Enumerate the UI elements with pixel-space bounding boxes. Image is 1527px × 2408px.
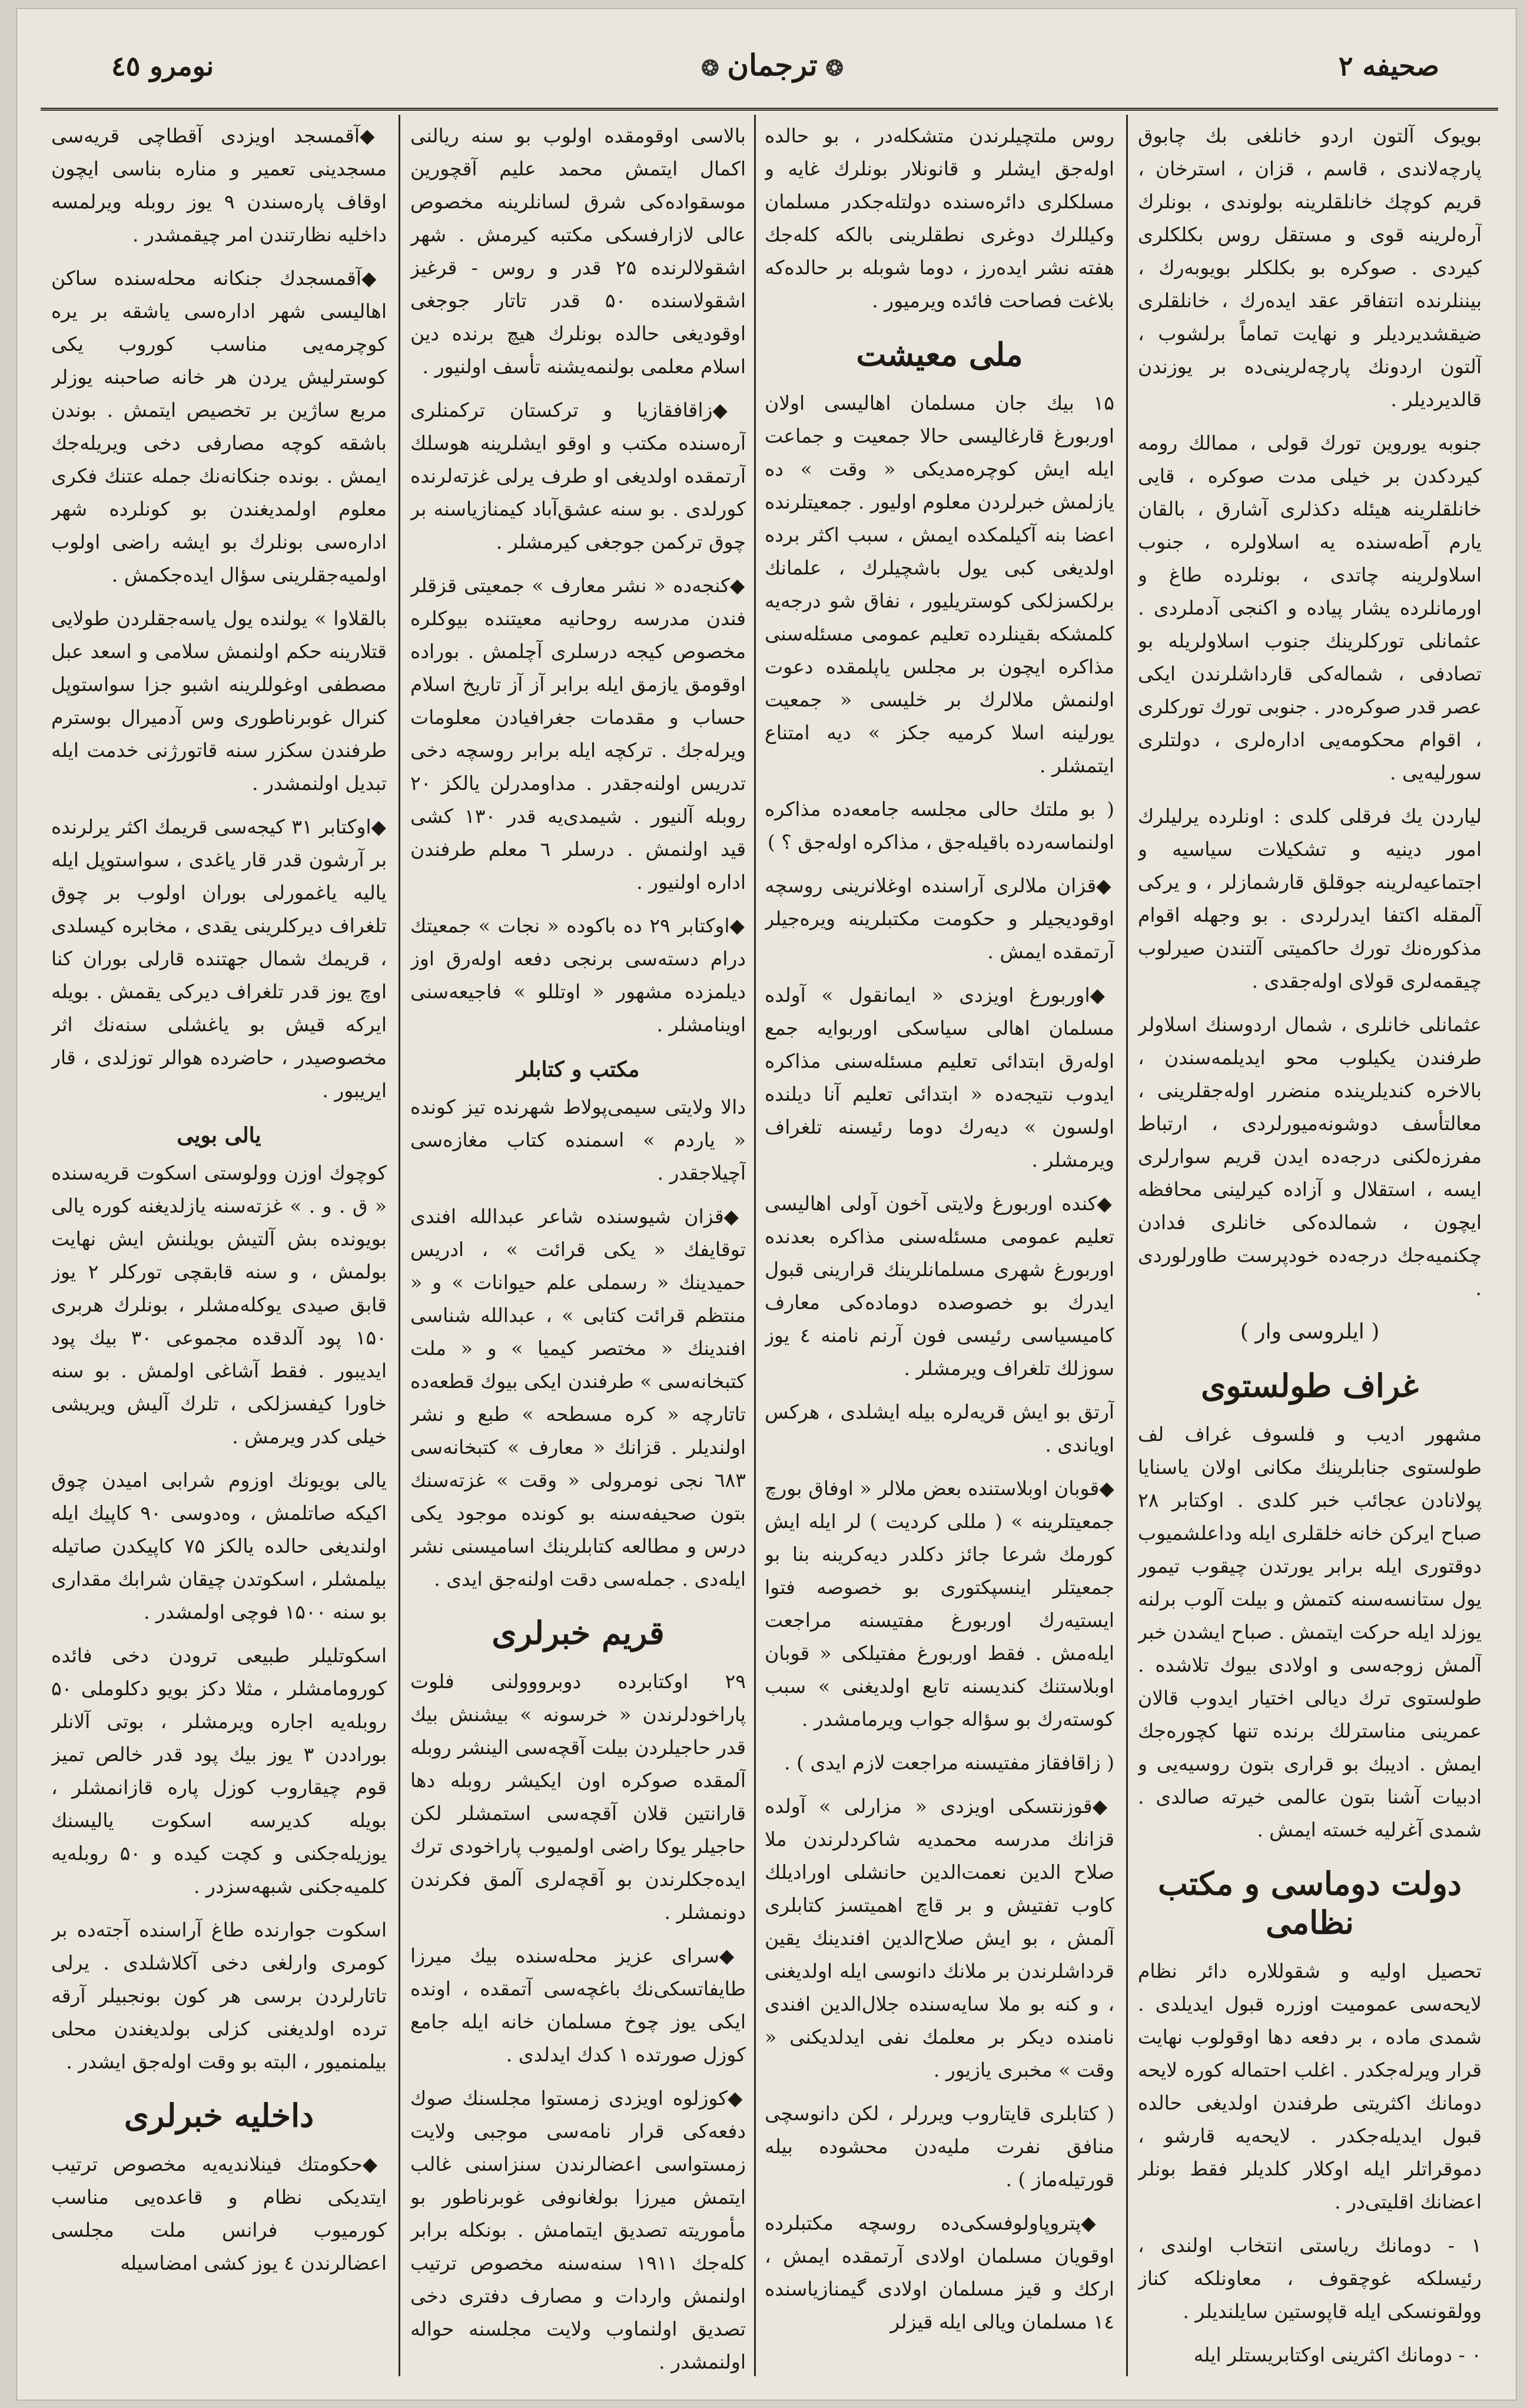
issue-number-label: نومرو ٤٥ [111,50,214,82]
article-paragraph: ۲۹ اوکتابرده دوبرووولنی فلوت پاراخودلرندن « خرسونه » بیشنش بیك قدر حاجیلردن بیلت آقچه‌سی الینشر روبله آلمقده صوکره اون ایکیشر روبله دها قارانتین قلان آقچەسی استمشلر لکن حاجیلر یوکا راضی اولمیوب پاراخودی ترك ایدەجکلرندن بو آقچەلری آلمق فکرندن دونمشلر . [410,1670,746,1924]
news-item: ◆ قوبان اوبلاستنده بعض ملالر « اوفاق بورچ جمعیتلرینه » ( مللی کردیت ) لر ایله ایش کورمك شرعا جائز دکلدر دیه‌کرینه بنا بو جمعیتلر اینسپکتوری بو خصوصه فتوا ایستیەرك اوربورغ مفتیسنه مراجعت ایلەمش . فقط اوربورغ مفتیلکی « قوبان اوبلاستنك کندیسنه تابع اولدیغنی » سبب کوستەرك بو سؤاله جواب ویرمامشدر . [765,1472,1114,1736]
column-2 [765,119,1114,2376]
news-item: ◆ حکومتك فینلاندیه‌یه مخصوص ترتیب ایتدیکی نظام و قاعده‌یی مناسب کورمیوب فرانس ملت مجلسی اعضالرندن ٤ یوز کشی امضاسیله [51,2148,387,2280]
subsection-heading-yali: یالی بویی [177,1123,261,1148]
article-paragraph: بالاسی اوقومقده اولوب بو سنه ریالنی اکمال ایتمش محمد علیم آقچورین موسقواده‌کی شرق لسانلرینه مخصوص عالی لازارفسکی مکتبه کیرمش . شهر اشقولالرنده ۲۵ قدر و روس - قرغیز اشقولاسنده ۵۰ قدر تاتار جوجغی اوقودیغی حالده بونلرك هیچ برنده دین اسلام معلمی بولنمەیشنه تأسف اولنیور . [410,124,746,378]
section-heading-crimea: قریم خبرلری [492,1614,665,1652]
news-item: ◆ اوربورغ اویزدی « ایمانقول » آولده مسلمان اهالی سیاسکی اوربوایه جمع اولەرق ابتدائی تعلیم مسئله‌سنی مذاکره ایدوب نتیجه‌ده « ابتدائی تعلیم آنا دیلنده اولسون » دیه‌رك دوما رئیسنه تلغراف ویرمشلر . [765,979,1114,1177]
article-paragraph: بالقلاوا » یولنده یول یاسه‌جقلردن طولایی قتلارینه حکم اولنمش سلامی و اسعد عبل مصطفی اوغوللرینه اشبو جزا سواستوپل کنرال غوبرناطوری وس آدمیرال بوسترم طرفندن سکزر سنه قاتورژنی خدمت ایله تبدیل اولنمشدر . [51,607,387,795]
article-paragraph: اسکوتلیلر طبیعی ترودن دخی فائده کورومامشلر ، مثلا دکز بویو دکلوملی ۵۰ روبله‌یه اجاره ویرمشلر ، بوتی آلانلر بوراددن ۳ یوز بیك پود قدر خالص تمیز قوم چیقاروب کوزل پاره قازانمشلر ، بویله کدیرسه اسکوت یالیسنك یوزیلەجکنی و کچت کیده و ۵۰ روبله‌یه کلمیەجکنی شبهەسزدر . [51,1644,387,1898]
article-paragraph: ۰ - دومانك اکثرینی اوکتابریستلر ایله [1193,2343,1482,2366]
article-paragraph: بویوک آلتون اردو خانلغی بك چابوق پارچەلاندی ، قاسم ، قزان ، استرخان ، قریم کوچك خانلقلرینه بولوندی ، بونلرك آرەلرینه قوی و مستقل روس بکلکلری کیردی . صوکره بو بکلکلر بویوبەرك ، بیننلرنده انتفاقر عقد ایدەرك ، خانلقلری ضیقشدیردیلر و نهایت تماماً برلشوب ، آلتون اردونك پارچەلرینی‌ده بر یوزندن قالدیردیلر . [1138,124,1482,411]
continued-note: ( ایلروسی وار ) [1240,1320,1380,1344]
article-paragraph: ۱ - دومانك ریاستی انتخاب اولندی ، رئیسلکه غوچقوف ، معاونلکه کناز وولقونسکی ایله قاپوستین سایلندیلر . [1138,2234,1482,2323]
masthead-title [693,48,852,82]
article-paragraph: دالا ولایتی سیمی‌پولاط شهرنده تیز کونده « یاردم » اسمنده کتاب مغازه‌سی آچیلاجقدر . [410,1095,746,1184]
page-number-label: صحیفه ۲ [1338,50,1439,82]
news-item: ◆ آقمسجد اویزدی آقطاچی قریەسی مسجدینی تعمیر و مناره بناسی ایچون اوقاف پارەسندن ۹ یوز روبله ویرلمسه داخلیه نظارتندن امر چیقمشدر . [51,119,387,251]
column-divider [754,115,756,2376]
article-paragraph: کوچوك اوزن وولوستی اسکوت قریەسنده « ق . و . » غزته‌سنه یازلدیغنه کوره یالی بویونده بش آلتیش بویلنش ایش نهایت بولمش ، و سنه قابقچی تورکلر ۲ یوز قابق صیدی یوکلەمشلر ، بونلرك هربری ۱۵۰ پود آلدقده مجموعی ۳۰ بیك پود ایدیبور . فقط آشاغی اولمش . بو سنه خاورا کیفسزلکی ، تلرك آلیش ویریشی خیلی کدر ویرمش . [51,1161,387,1448]
news-item: ◆ زاقافقازیا و ترکستان ترکمنلری آرەسنده مکتب و اوقو ایشلرینه هوسلك آرتمقده اولدیغی او طرف یرلی غزته‌لرنده کورلدی . بو سنه عشق‌آباد کیمنازیاسنه بر چوق ترکمن جوجغی کیرمشلر . [410,394,746,559]
column-4 [51,119,387,2376]
masthead-name: ترجمان [727,48,818,82]
news-item: ◆ کنده اوربورغ ولایتی آخون آولی اهالیسی تعلیم عمومی مسئله‌سنی مذاکره بعدنده اوربورغ شهری مسلمانلرینك قرارینی قبول ایدرك بو خصوصده دوماده‌کی معارف کامیسیاسی رئیسی فون آرنم نامنه ٤ یوز سوزلك تلغراف ویرمشلر . [765,1187,1114,1385]
page-header [52,39,1492,104]
article-paragraph: عثمانلی خانلری ، شمال اردوسنك اسلاولر طرفندن یکیلوب محو ایدیلمەسندن ، بالاخره کندیلرینده منضرر اوله‌جقلرینی ، معالتأسف دوشونه‌میورلردی ، ارتباط مفرزەلکنی درجەده ایدن قریم سوارلری ایسه ، استقلال و آزاده کیرلینی محافظه ایچون ، شمالده‌کی خانلری فدادن چکنمیه‌جك درجەده خودپرست طاورلوردی . [1138,1013,1482,1300]
column-1 [1138,119,1482,2376]
article-paragraph: ( کتابلری قایتاروب ویررلر ، لکن دانوسچی منافق نفرت ملیەدن محشوده بیله قورتیلەماز ) . [765,2102,1114,2191]
news-item: ◆ پتروپاولوفسکی‌ده روسچه مکتبلرده اوقویان مسلمان اولادی آرتمقده ایمش ، ارکك و قیز مسلمان اولادی گیمنازیاسنده ۱٤ مسلمان ویالی ایله قیزلر [765,2207,1114,2339]
article-paragraph: لیاردن یك فرقلی کلدی : اونلرده یرلیلرك امور دینیه و تشکیلات سیاسیه و اجتماعیه‌لرینه جوقلق قارشمازلر ، و یرکی آلمقله اکتفا ایدرلردی . بو وجهله اقوام مذکورەنك تورك حاکمیتی آلتندن صیرلوب چیقمەلری قولای اوله‌جقدی . [1138,805,1482,992]
news-item: ◆ کوزلوه اویزدی زمستوا مجلسنك صوك دفعه‌کی قرار نامەسی موجبی ولایت زمستواسی اعضالرندن سنزاسنی غالب ایتمش میرزا بولغانوفی غوبرناطور بو مأموریته تصدیق ایتمامش . بونکله برابر کله‌جك ۱۹۱۱ سنه‌سنه مخصوص ترتیب اولنمش واردات و مصارف دفتری دخی تصدیق اولنماوب ولایت مجلسنه حواله اولنمشدر . [410,2082,746,2376]
news-item: ◆ کنجه‌ده « نشر معارف » جمعیتی قزقلر فندن مدرسه روحانیه معیتنده بیوکلره مخصوص کیجه درسلری آچلمش . بوراده اوقومق یازمق ایله برابر آز آز تاریخ اسلام حساب و مقدمات جغرافیادن معلومات ویرلەجك . ترکچه ایله برابر روسچه دخی تدریس اولنەجقدر . مداومدرلن یالکز ۲۰ روبله آلنیور . شیمدی‌یه قدر ۱۳۰ کشی قید اولنمش . درسلر ٦ معلم طرفندن اداره اولنیور . [410,569,746,899]
ornament-icon: ❂ [701,56,719,81]
article-paragraph: ۱۵ بیك جان مسلمان اهالیسی اولان اوربورغ قارغالیسی حالا جمعیت و جماعت ایله ایش کوچرەمدیکی « وقت » ده یازلمش خبرلردن معلوم اولیور . جمعیتلرنده اعضا بنه آکیلمکده ایمش ، سبب اکثر برده اولدیغی کبی یول باشچیلرك ، علمانك برلکسزلکی کوستریلیور ، نفاق شو درجەیه کلمشکه بقینلرده تعلیم عمومی مسئله‌سنی مذاکره ایچون بر مجلس یاپلمقده دعوت اولنمش ملالرك بر خلیسی « جمعیت یورلینه اسلا کرمیه جکز » دیه امتناع ایتمشلر . [765,391,1114,777]
news-item: ◆ قزان ملالری آراسنده اوغلانرینی روسچه اوقودیجیلر و حکومت مکتبلرینه ویرەجیلر آرتمقده ایمش . [765,869,1114,968]
article-paragraph: مشهور ادیب و فلسوف غراف لف طولستوی جنابلرینك مکانی اولان یاسنایا پولانادن عجائب خبر کلدی . اوکتابر ۲۸ صباح ایرکن خانه خلقلری ایله وداعلشمیوب دوقتوری ایله برابر یورتدن چیقوب تیمور یول ستانسەسنه کتمش و بیلت آلوب برلنه یوزلد ایله حرکت ایتمش . صباح ایشدن خبر آلمش زوجەسی و اولادی بیوك تلاشده . طولستوی ترك دیالی اختیار ایدوب قالان عمرینی مناسترلك برنده تنها کچورەجك ایمش . ادیبك بو قراری بتون روسیه‌یی و ادبیات آشنا بتون عالمی خیرته صالدی . شمدی آغرلیه خسته ایمش . [1138,1423,1482,1841]
article-paragraph: تحصیل اولیه و شقوللاره دائر نظام لایحه‌سی عمومیت اوزره قبول ایدیلدی . شمدی ماده ، بر دفعه دها اوقولوب نهایت قرار ویرلەجکدر . اغلب احتماله کوره لایحه دومانك اکثریتی طرفندن اولدیغی حالده قبول ایدیلەجکدر . لایحه‌یه قارشو ، دموقراتلر ایله اوکلار کلدیلر فقط بونلر اعضانك اقلیتی‌در . [1138,1959,1482,2213]
article-paragraph: آرتق بو ایش قریه‌لره بیله ایشلدی ، هرکس اویاندی . [765,1400,1114,1456]
ornament-icon: ❂ [825,56,844,81]
article-paragraph: ( بو ملتك حالی مجلسه جامعه‌ده مذاکره اولنماسەرده باقیله‌جق ، مذاکره اوله‌جق ؟ ) [765,798,1114,853]
news-item: ◆ اوکتابر ۳۱ کیجه‌سی قریمك اکثر یرلرنده بر آرشون قدر قار یاغدی ، سواستوپل ایله یالیه یاغمورلی بوران اولوب بر چوق تلغراف دیرکلرینی یقدی ، مخابره کیسلدی ، قریمك شمال جهتنده قارلی بوران کنا اوچ یوز قدر تلغراف دیرکی یقمش . بویله ایرکه قیش بو یاغشلی سنه‌نك اثر مخصوصیدر ، حاضرده هوالر توزلدی ، قار ایریبور . [51,811,387,1107]
article-paragraph: یالی بویونك اوزوم شرابی امیدن چوق اکیکه صاتلمش ، وەدوسی ۹۰ کاپیك ایله اولندیغی حالده یالکز ۷۵ کاپیکدن صاتیله بیلمشلر ، اسکوتدن چیقان شرابك مقداری بو سنه ۱۵۰۰ فوچی اولمشدر . [51,1469,387,1623]
column-divider [399,115,400,2376]
newspaper-page [16,8,1516,2400]
section-heading-tolstoy: غراف طولستوی [1201,1367,1419,1404]
article-paragraph: ( زاقافقاز مفتیسنه مراجعت لازم ایدی ) . [784,1751,1114,1774]
section-heading-dakhili: داخلیه خبرلری [124,2097,314,2134]
column-3 [410,119,746,2376]
header-rule [41,108,1498,111]
news-item: ◆ آقمسجدك جنکانه محله‌سنده ساکن اهالیسی شهر ادارەسی یاشقه بر یره کوچرمەیی مناسب کوروب یکی کوسترلیش یردن هر خانه صاحبنه یوزلر مربع ساژین بر تخصیص ایتمش . بوندن باشقه کوچه مصارفی دخی ویریله‌جك ایمش . بونده جنکانه‌نك جمله عتنك فکری معلوم اولمدیغندن بو کونلرده شهر ادارەسی بونلرك بو ایشه راضی اولوب اولمیه‌جقلرینی سؤال ایده‌جکمش . [51,262,387,592]
news-item: ◆ قزان شیوسنده شاعر عبدالله افندی توقایفك « یکی قرائت » ، ادریس حمیدینك « رسملی علم حیوانات » و « منتظم قرائت کتابی » ، عبدالله شناسی افندینك « مختصر کیمیا » و « ملت کتبخانه‌سی » طرفندن ایکی بیوك قطعه‌ده تاتارچه « کره مسطحه » طبع و نشر اولندیلر . قزانك « معارف » کتبخانه‌سی ٦٨٣ نجی نومرولی « وقت » غزته‌سنك بتون صحیفه‌سنه بو کونده موجود یکی درس و مطالعه کتابلرینك اسامیسنی نشر ایلەدی . جمله‌سی دقت اولنەجق ایدی . [410,1200,746,1596]
section-heading-milli: ملی معیشت [856,336,1023,373]
news-item: ◆ اوکتابر ۲۹ ده باکوده « نجات » جمعیتك درام دسته‌سی برنجی دفعه اولەرق اوز دیلمزده مشهور « اوتللو » فاجیعه‌سنی اوینامشلر . [410,909,746,1041]
article-paragraph: جنوبه یوروین تورك قولی ، ممالك رومه کیردکدن بر خیلی مدت صوکره ، قایی خانلقلرینه هیئله دکذلری آشارق ، بالقان یارم آطەسنده یه اسلاولره ، جنوب اسلاولرینه چاتدی ، بونلرده طاغ و اورمانلرده یشار پیاده و اکنجی آدملردی . عثمانلی تورکلرینك جنوب اسلاولریله بو تصادفی ، شماله‌کی قارداشلرندن ایکی عصر قدر صوکره‌در . جنوبی تورك تورکلری ، اقوام محکومه‌یی ادارەلری ، دولتلری سورلیه‌یی . [1138,431,1482,784]
section-heading-duma: دولت دوماسی و مکتب نظامی [1158,1865,1462,1941]
subsection-heading-school: مکتب و کتابلر [516,1057,640,1082]
column-divider [1126,115,1128,2376]
article-paragraph: روس ملتچیلرندن متشکلەدر ، بو حالده اوله‌جق ایشلر و قانونلار بونلرك غایه و مسلکلری دائرەسنده دولتله‌جکدر مسلمان وکیللرك دوغری نطقلرینی بالکه کله‌جك هفته نشر ایدەرز ، دوما شوبله بر حالده‌که بلاغت فصاحت فائده ویرمیور . [765,124,1114,312]
article-paragraph: اسکوت جوارنده طاغ آراسنده آجته‌ده بر کومری وارلغی دخی آکلاشلدی . یرلی تاتارلردن برسی هر کون بونجبیلر آرقه ترده اولدیغنی کزلی بولدیغندن محلی بیلمنمیور ، البته بو وقت اولەجق ایشدر . [51,1918,387,2073]
news-item: ◆ سرای عزیز محله‌سنده بیك میرزا طایفاتسکی‌نك باغچه‌سی آتمقده ، اونده ایکی یوز چوخ مسلمان خانه ایله جامع کوزل صورتده ۱ کدك ایدلدی . [410,1939,746,2071]
news-item: ◆ قوزنتسکی اویزدی « مزارلی » آولده قزانك مدرسه محمدیه شاکردلرندن ملا صلاح الدین نعمت‌الدین حانشلی اورادیلك کاوب تفتیش و بر قاچ اهمیتسز کتابلری آلمش ، بو ایش صلاح‌الدین افندینك یقین قرداشلرندن بر ملانك دانوسی ایله اولدیغنی ، و کنه بو ملا سایەسنده جلال‌الدین افندی نامنده دیکر بر معلمك نفی ایدلدیکنی « وقت » مخبری یازیور . [765,1790,1114,2087]
